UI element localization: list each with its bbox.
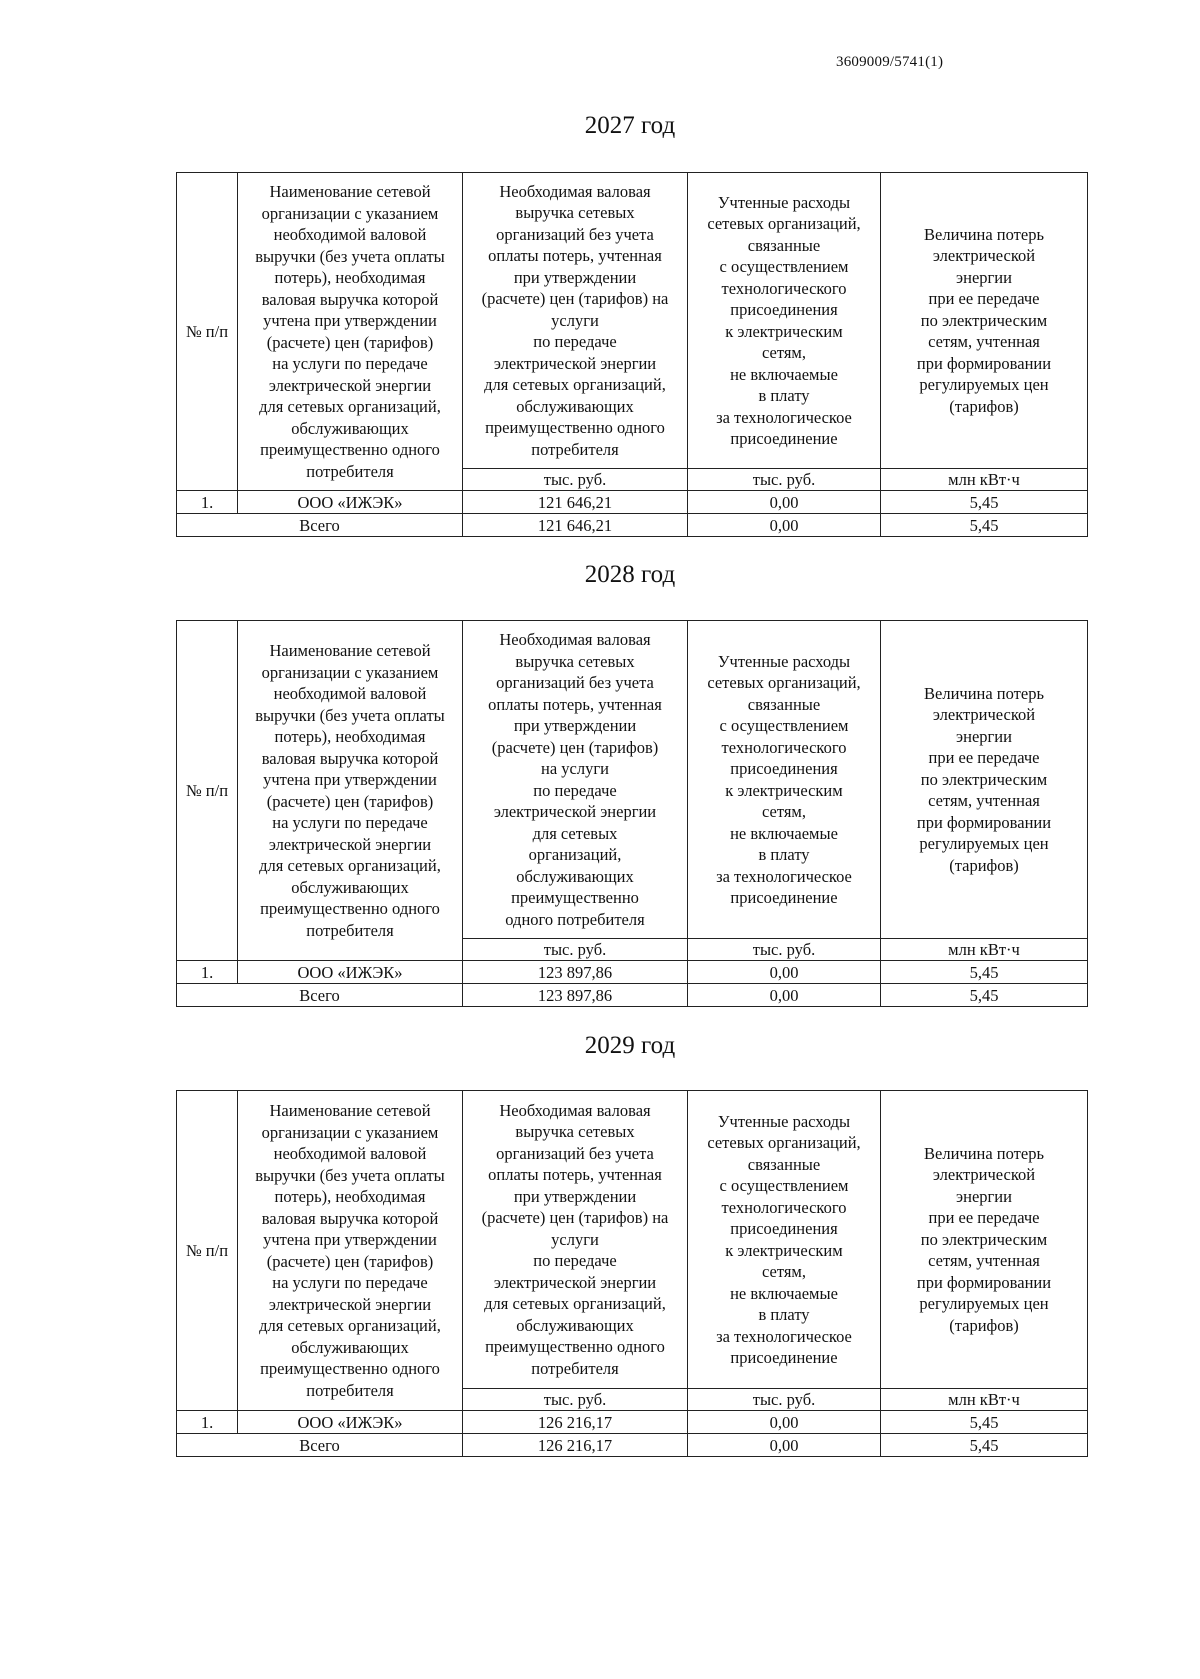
unit-rub-costs: тыс. руб. [688,469,881,491]
total-losses: 5,45 [881,1434,1088,1457]
total-nvv: 126 216,17 [463,1434,688,1457]
unit-rub-nvv: тыс. руб. [463,1389,688,1411]
year-title-2027: 2027 год [584,112,676,139]
header-nvv: Необходимая валовая выручка сетевых организаций без учета оплаты потерь, учтенная при утверждении (расчете) цен (тарифов) на услуги по передаче электрической энергии для сетевых организаций, обслуживающих преимущественно одного потребителя [463,621,688,939]
row-num: 1. [177,491,238,514]
header-costs: Учтенные расходы сетевых организаций, связанные с осуществлением технологического присоединения к электрическим сетям, не включаемые в плату за технологическое присоединение [688,621,881,939]
row-org-name: ООО «ИЖЭК» [238,491,463,514]
unit-kwh: млн кВт·ч [881,1389,1088,1411]
total-row [177,1434,1088,1457]
header-row [177,1091,1088,1389]
total-label: Всего [177,984,463,1007]
total-costs: 0,00 [688,514,881,537]
header-row [177,621,1088,939]
total-row [177,984,1088,1007]
tariff-table-2028 [176,620,1088,1007]
row-losses: 5,45 [881,961,1088,984]
unit-rub-nvv: тыс. руб. [463,939,688,961]
row-nvv: 126 216,17 [463,1411,688,1434]
header-num: № п/п [177,1091,238,1411]
table-row [177,1411,1088,1434]
total-costs: 0,00 [688,984,881,1007]
row-costs: 0,00 [688,1411,881,1434]
year-title-2029: 2029 год [584,1032,676,1059]
row-num: 1. [177,1411,238,1434]
total-losses: 5,45 [881,984,1088,1007]
unit-rub-nvv: тыс. руб. [463,469,688,491]
row-losses: 5,45 [881,491,1088,514]
header-nvv: Необходимая валовая выручка сетевых организаций без учета оплаты потерь, учтенная при утверждении (расчете) цен (тарифов) на услуги по передаче электрической энергии для сетевых организаций, обслуживающих преимущественно одного потребителя [463,1091,688,1389]
header-losses: Величина потерь электрической энергии при ее передаче по электрическим сетям, учтенная при формировании регулируемых цен (тарифов) [881,173,1088,469]
total-label: Всего [177,1434,463,1457]
unit-rub-costs: тыс. руб. [688,1389,881,1411]
year-title-2028: 2028 год [584,561,676,588]
row-costs: 0,00 [688,961,881,984]
document-number: 3609009/5741(1) [836,54,944,70]
row-num: 1. [177,961,238,984]
unit-rub-costs: тыс. руб. [688,939,881,961]
total-nvv: 123 897,86 [463,984,688,1007]
total-label: Всего [177,514,463,537]
unit-kwh: млн кВт·ч [881,939,1088,961]
header-losses: Величина потерь электрической энергии при ее передаче по электрическим сетям, учтенная при формировании регулируемых цен (тарифов) [881,621,1088,939]
header-row [177,173,1088,469]
header-name: Наименование сетевой организации с указанием необходимой валовой выручки (без учета оплаты потерь), необходимая валовая выручка которой учтена при утверждении (расчете) цен (тарифов) на услуги по передаче электрической энергии для сетевых организаций, обслуживающих преимущественно одного потребителя [238,621,463,961]
row-nvv: 123 897,86 [463,961,688,984]
header-costs: Учтенные расходы сетевых организаций, связанные с осуществлением технологического присоединения к электрическим сетям, не включаемые в плату за технологическое присоединение [688,1091,881,1389]
total-row [177,514,1088,537]
header-costs: Учтенные расходы сетевых организаций, связанные с осуществлением технологического присоединения к электрическим сетям, не включаемые в плату за технологическое присоединение [688,173,881,469]
header-nvv: Необходимая валовая выручка сетевых организаций без учета оплаты потерь, учтенная при утверждении (расчете) цен (тарифов) на услуги по передаче электрической энергии для сетевых организаций, обслуживающих преимущественно одного потребителя [463,173,688,469]
header-losses: Величина потерь электрической энергии при ее передаче по электрическим сетям, учтенная при формировании регулируемых цен (тарифов) [881,1091,1088,1389]
tariff-table-2027 [176,172,1088,537]
row-org-name: ООО «ИЖЭК» [238,1411,463,1434]
header-num: № п/п [177,621,238,961]
table-row [177,491,1088,514]
row-costs: 0,00 [688,491,881,514]
table-row [177,961,1088,984]
total-nvv: 121 646,21 [463,514,688,537]
header-name: Наименование сетевой организации с указанием необходимой валовой выручки (без учета оплаты потерь), необходимая валовая выручка которой учтена при утверждении (расчете) цен (тарифов) на услуги по передаче электрической энергии для сетевых организаций, обслуживающих преимущественно одного потребителя [238,173,463,491]
header-name: Наименование сетевой организации с указанием необходимой валовой выручки (без учета оплаты потерь), необходимая валовая выручка которой учтена при утверждении (расчете) цен (тарифов) на услуги по передаче электрической энергии для сетевых организаций, обслуживающих преимущественно одного потребителя [238,1091,463,1411]
total-losses: 5,45 [881,514,1088,537]
row-nvv: 121 646,21 [463,491,688,514]
header-num: № п/п [177,173,238,491]
tariff-table-2029 [176,1090,1088,1457]
row-losses: 5,45 [881,1411,1088,1434]
row-org-name: ООО «ИЖЭК» [238,961,463,984]
total-costs: 0,00 [688,1434,881,1457]
unit-kwh: млн кВт·ч [881,469,1088,491]
